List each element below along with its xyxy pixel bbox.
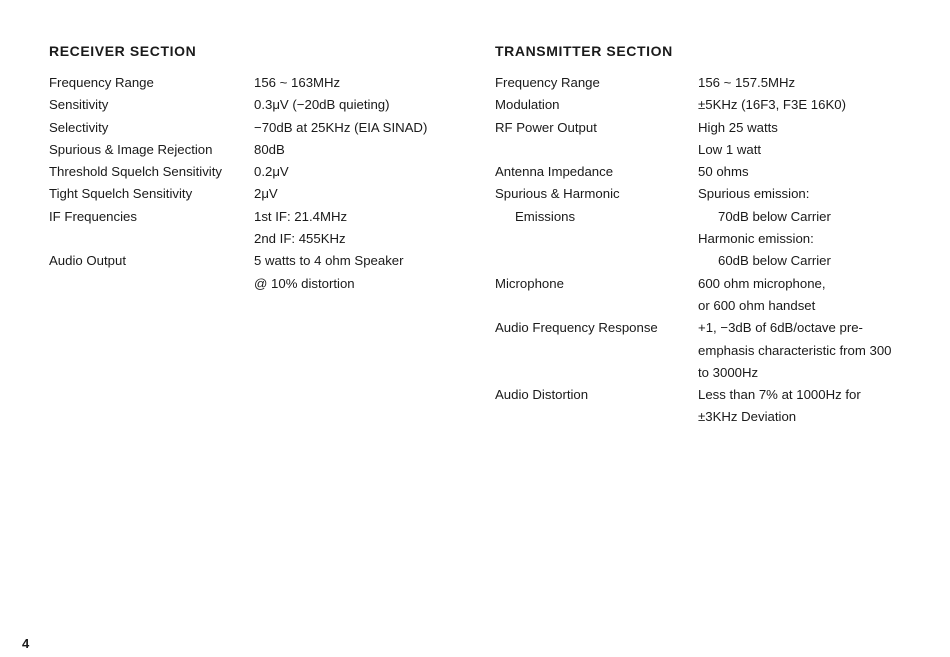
spec-label [49, 139, 254, 161]
spec-label [495, 161, 698, 183]
spec-row [495, 94, 935, 116]
spec-label [49, 72, 254, 94]
spec-row [49, 94, 479, 116]
spec-row [49, 206, 479, 251]
spec-values [254, 206, 479, 251]
spec-value-line: −70dB at 25KHz (EIA SINAD) [254, 119, 428, 135]
spec-row [49, 72, 479, 94]
spec-row [495, 317, 935, 384]
transmitter-spec-list [495, 72, 935, 429]
spec-value-line: 2nd IF: 455KHz [254, 231, 346, 247]
spec-value-line: Low 1 watt [698, 141, 762, 157]
spec-values [698, 317, 935, 384]
spec-label-line: Spurious & Image Rejection [49, 141, 213, 157]
spec-label [495, 273, 698, 318]
spec-row [495, 161, 935, 183]
spec-value-line: 80dB [254, 141, 285, 157]
spec-row [49, 161, 479, 183]
spec-values [254, 72, 479, 94]
spec-value-line: ±3KHz Deviation [698, 409, 797, 425]
spec-label-line: IF Frequencies [49, 208, 137, 224]
spec-row [495, 72, 935, 94]
receiver-spec-list [49, 72, 479, 295]
spec-value-line: ±5KHz (16F3, F3E 16K0) [698, 97, 846, 113]
spec-label [495, 317, 698, 384]
spec-label [49, 183, 254, 205]
spec-label-line: Audio Output [49, 253, 126, 269]
spec-label-line: Audio Frequency Response [495, 320, 658, 336]
spec-value-line: 70dB below Carrier [718, 208, 831, 224]
spec-value-line: 0.2μV [254, 164, 289, 180]
spec-label [495, 384, 698, 429]
page-number: 4 [22, 636, 30, 651]
spec-value-line: 1st IF: 21.4MHz [254, 208, 348, 224]
spec-label [49, 206, 254, 251]
spec-values [698, 94, 935, 116]
spec-value-line: 60dB below Carrier [718, 253, 831, 269]
spec-values [254, 139, 479, 161]
spec-label [49, 117, 254, 139]
spec-label [495, 117, 698, 162]
spec-value-line: +1, −3dB of 6dB/octave pre- [698, 320, 863, 336]
spec-value-line: Less than 7% at 1000Hz for [698, 387, 861, 403]
spec-label [495, 183, 698, 272]
spec-row [495, 117, 935, 162]
spec-row [495, 384, 935, 429]
spec-row [49, 183, 479, 205]
spec-value-line: Harmonic emission: [698, 231, 814, 247]
spec-value-line: @ 10% distortion [254, 275, 355, 291]
spec-values [698, 183, 935, 272]
transmitter-section-title: TRANSMITTER SECTION [495, 43, 673, 59]
transmitter-section [495, 42, 935, 429]
spec-label [49, 161, 254, 183]
spec-label-line: Spurious & Harmonic [495, 186, 620, 202]
spec-label-line: Frequency Range [495, 75, 600, 90]
spec-values [698, 72, 935, 94]
spec-value-line: 0.3μV (−20dB quieting) [254, 97, 390, 113]
spec-value-line: 600 ohm microphone, [698, 275, 826, 291]
spec-label-line: RF Power Output [495, 119, 597, 135]
spec-values [698, 117, 935, 162]
spec-value-line: 156 ~ 163MHz [254, 75, 341, 90]
spec-label-line: Audio Distortion [495, 387, 589, 403]
spec-row [49, 250, 479, 295]
spec-value-line: 50 ohms [698, 164, 749, 180]
spec-values [698, 384, 935, 429]
spec-label [49, 250, 254, 295]
spec-row [495, 183, 935, 272]
spec-values [254, 250, 479, 295]
spec-value-line: High 25 watts [698, 119, 778, 135]
spec-row [49, 117, 479, 139]
spec-value-line: to 3000Hz [698, 364, 759, 380]
spec-values [254, 161, 479, 183]
spec-label-line: Threshold Squelch Sensitivity [49, 164, 222, 180]
spec-values [254, 117, 479, 139]
receiver-section [49, 42, 479, 295]
spec-label [495, 72, 698, 94]
spec-row [495, 273, 935, 318]
spec-values [254, 94, 479, 116]
spec-label-line: Antenna Impedance [495, 164, 614, 180]
receiver-section-title: RECEIVER SECTION [49, 43, 197, 59]
spec-label-line: Frequency Range [49, 75, 154, 90]
spec-label-line: Sensitivity [49, 97, 109, 113]
spec-value-line: 156 ~ 157.5MHz [698, 75, 796, 90]
spec-label-line: Tight Squelch Sensitivity [49, 186, 193, 202]
spec-value-line: or 600 ohm handset [698, 297, 816, 313]
spec-values [254, 183, 479, 205]
spec-row [49, 139, 479, 161]
spec-value-line: emphasis characteristic from 300 [698, 342, 892, 358]
spec-label-line: Modulation [495, 97, 560, 113]
spec-values [698, 161, 935, 183]
spec-label-line: Microphone [495, 275, 564, 291]
spec-label-line: Emissions [515, 208, 576, 224]
spec-value-line: 2μV [254, 186, 278, 202]
spec-values [698, 273, 935, 318]
spec-value-line: Spurious emission: [698, 186, 810, 202]
spec-value-line: 5 watts to 4 ohm Speaker [254, 253, 404, 269]
spec-label-line: Selectivity [49, 119, 109, 135]
spec-label [49, 94, 254, 116]
spec-label [495, 94, 698, 116]
